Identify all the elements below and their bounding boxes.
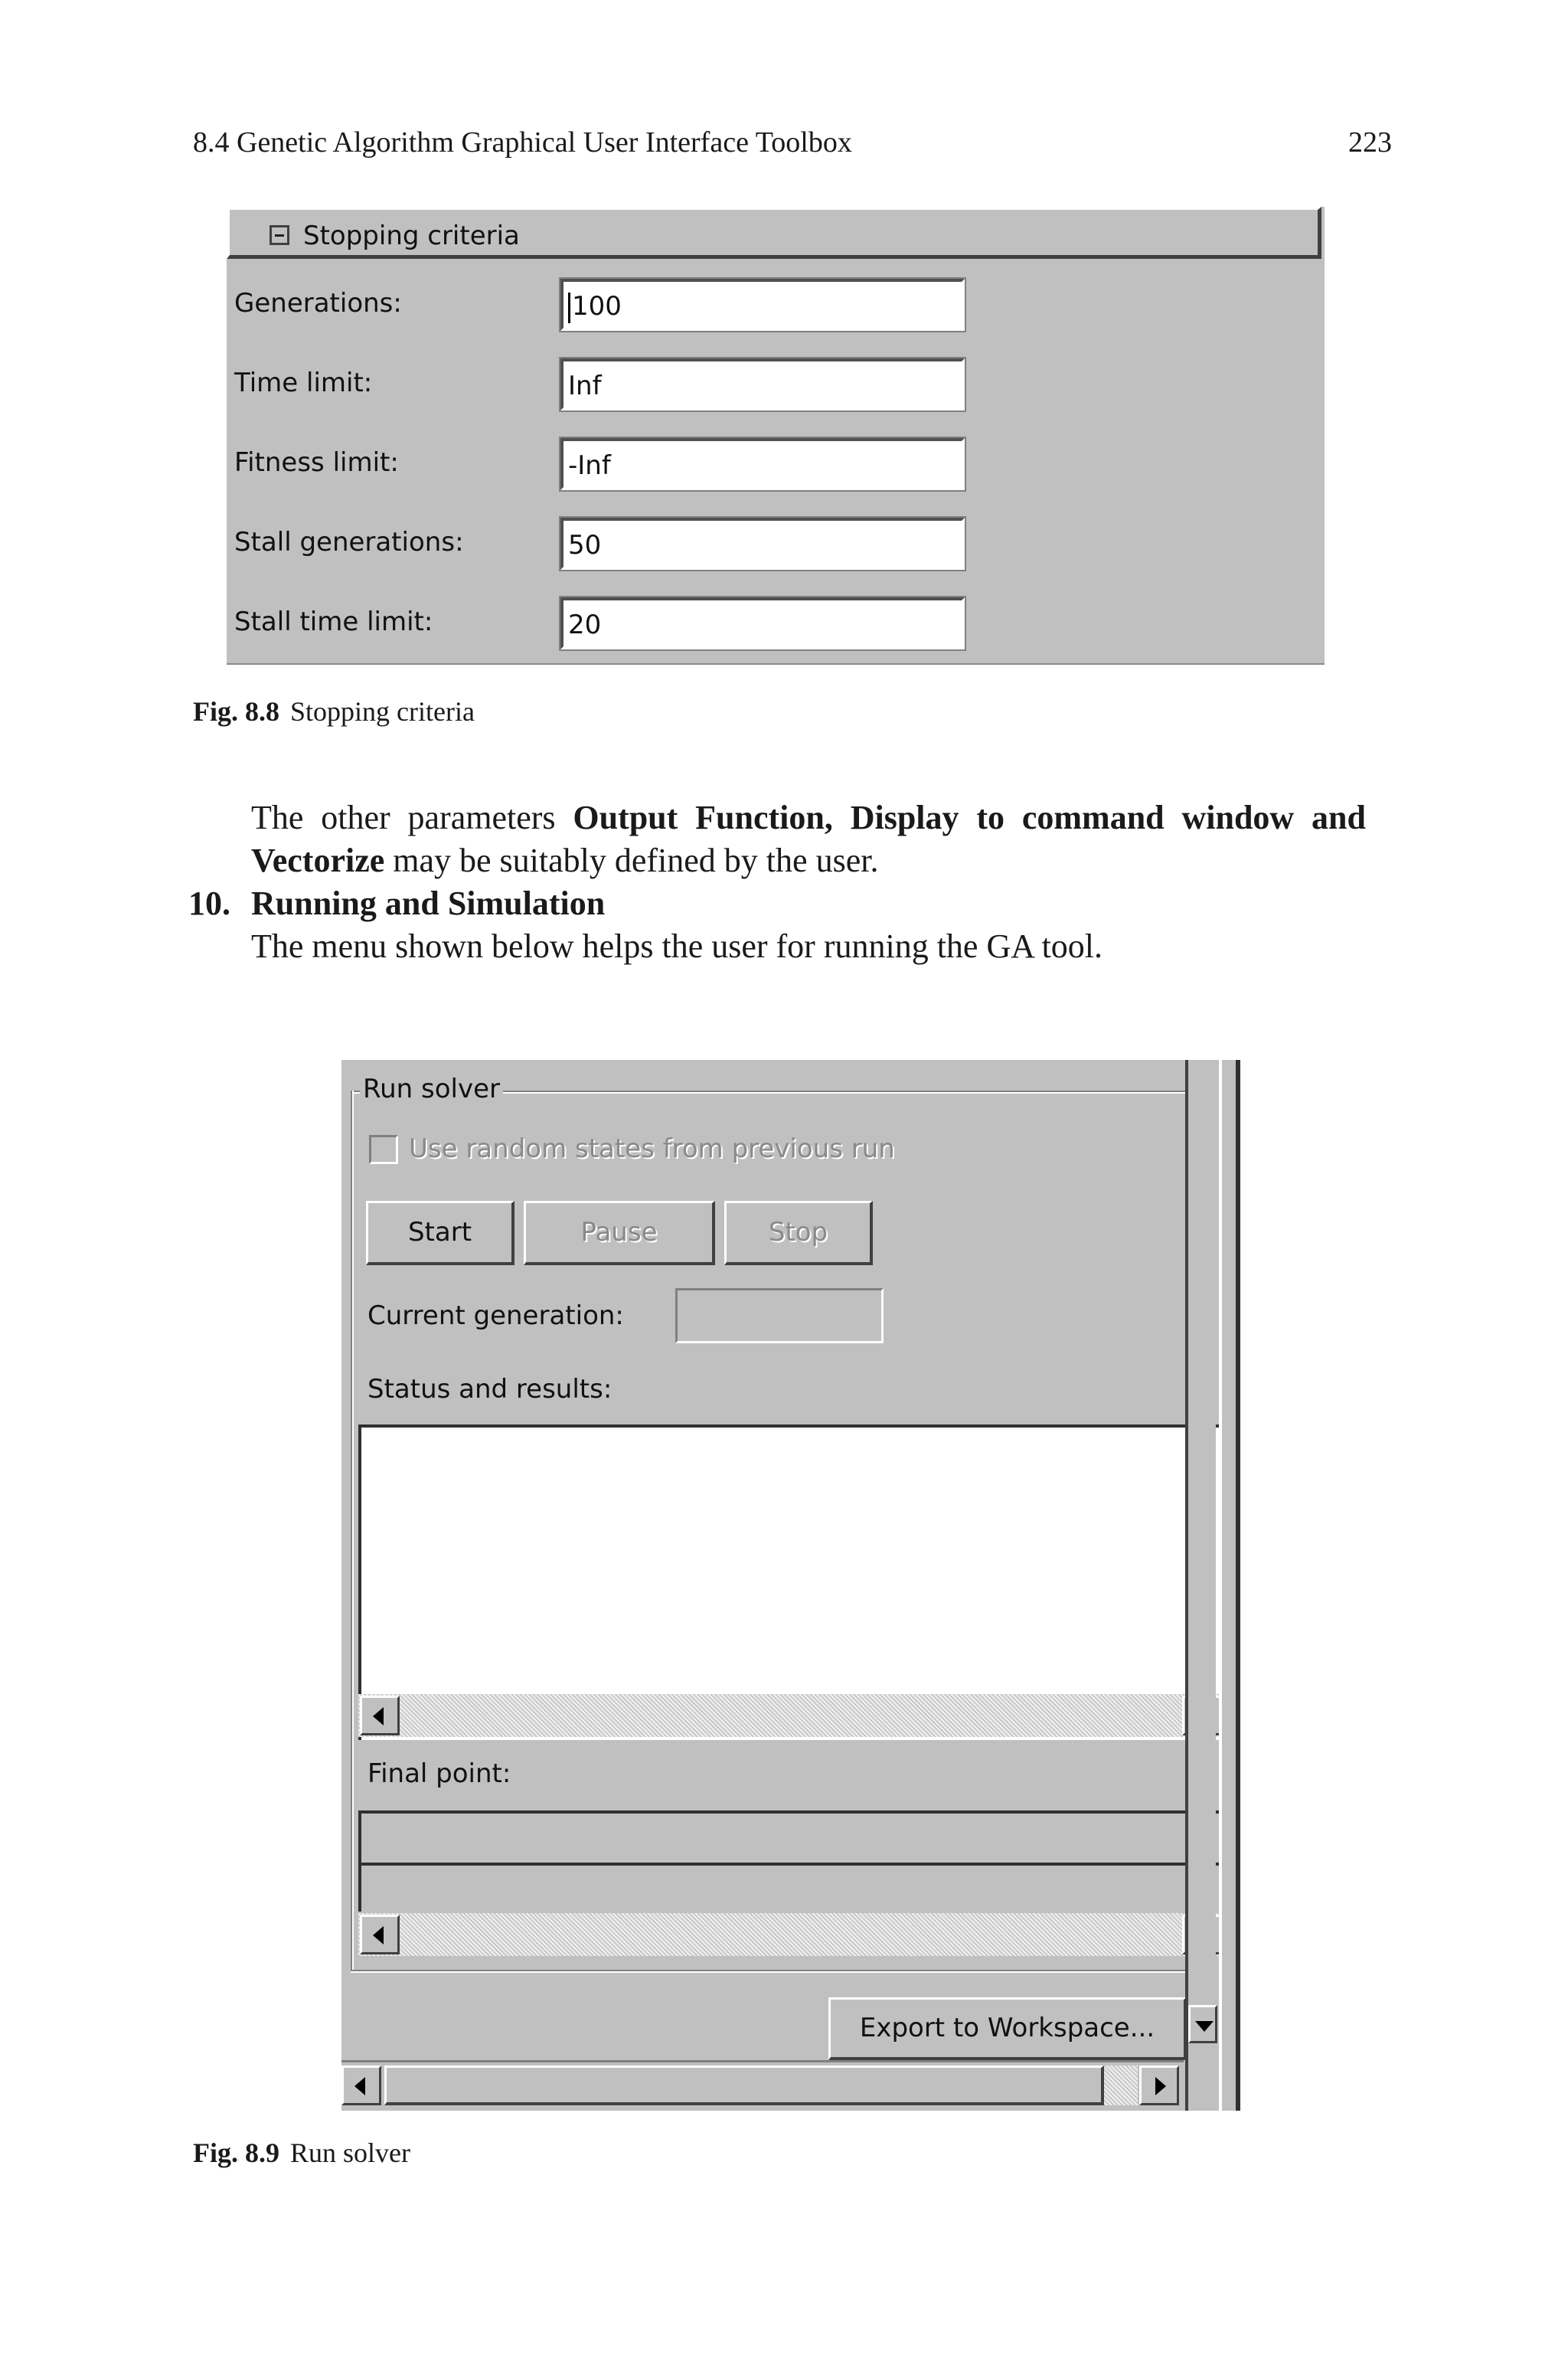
list-item-text: The menu shown below helps the user for running the GA tool. xyxy=(251,927,1103,965)
fitness-limit-label: Fitness limit: xyxy=(234,447,399,478)
scroll-down-button[interactable] xyxy=(1188,2005,1217,2043)
final-point-area xyxy=(358,1866,1223,1912)
random-states-label: Use random states from previous run xyxy=(409,1133,895,1164)
results-horizontal-scrollbar[interactable] xyxy=(358,1694,1223,1737)
scrollbar-thumb[interactable] xyxy=(384,2065,1104,2105)
pause-button[interactable]: Pause xyxy=(524,1201,715,1265)
fig-8-8-caption-text: Stopping criteria xyxy=(290,696,475,727)
paragraph-suffix: may be suitably defined by the user. xyxy=(384,842,879,879)
stop-button[interactable]: Stop xyxy=(724,1201,873,1265)
fig-8-8-caption xyxy=(193,695,475,728)
time-limit-field[interactable]: Inf xyxy=(560,358,965,410)
group-border-bottom xyxy=(351,1970,1210,1973)
stall-generations-label: Stall generations: xyxy=(234,527,464,558)
run-solver-panel xyxy=(341,1060,1240,2111)
current-generation-label: Current generation: xyxy=(368,1300,624,1331)
arrow-down-icon xyxy=(1195,2021,1214,2032)
status-results-text xyxy=(361,1428,1223,1440)
random-states-checkbox[interactable] xyxy=(369,1135,398,1164)
scroll-left-button[interactable] xyxy=(360,1696,400,1735)
fig-8-8-caption-label: Fig. 8.8 xyxy=(193,696,279,727)
stopping-criteria-header[interactable] xyxy=(227,207,1321,259)
arrow-left-icon xyxy=(354,2077,365,2095)
body-paragraph xyxy=(251,796,1366,882)
panel-right-edge xyxy=(1219,1060,1240,2111)
scroll-left-button[interactable] xyxy=(341,2065,381,2105)
stopping-criteria-panel xyxy=(227,207,1325,665)
stall-time-limit-field[interactable]: 20 xyxy=(560,597,965,649)
vertical-scrollbar[interactable] xyxy=(1185,1060,1216,2111)
status-results-box[interactable] xyxy=(358,1424,1223,1740)
list-item-number: 10. xyxy=(188,885,230,922)
fig-8-9-caption-label: Fig. 8.9 xyxy=(193,2137,279,2168)
export-to-workspace-button[interactable]: Export to Workspace... xyxy=(828,1997,1187,2060)
stall-time-limit-label: Stall time limit: xyxy=(234,607,433,637)
paragraph-prefix: The other parameters xyxy=(251,799,573,836)
bottom-horizontal-scrollbar[interactable] xyxy=(341,2060,1184,2108)
start-button[interactable]: Start xyxy=(366,1201,514,1265)
current-generation-field xyxy=(675,1288,884,1343)
run-solver-title: Run solver xyxy=(360,1074,503,1104)
time-limit-label: Time limit: xyxy=(234,368,373,398)
stall-generations-field[interactable]: 50 xyxy=(560,518,965,570)
stopping-criteria-title: Stopping criteria xyxy=(303,221,520,251)
paragraph-bold-terms: Output Function, Display to command window and Vectorize xyxy=(251,799,1366,879)
text-cursor xyxy=(568,293,570,323)
final-point-horizontal-scrollbar[interactable] xyxy=(358,1913,1223,1956)
scroll-right-button[interactable] xyxy=(1139,2065,1179,2105)
running-header-title: 8.4 Genetic Algorithm Graphical User Interface Toolbox xyxy=(193,126,852,159)
fitness-limit-field[interactable]: -Inf xyxy=(560,438,965,490)
generations-field[interactable]: 100 xyxy=(560,279,965,331)
arrow-left-icon xyxy=(373,1707,384,1725)
fig-8-9-caption-text: Run solver xyxy=(290,2137,410,2168)
scroll-left-button[interactable] xyxy=(360,1915,400,1954)
panel-bottom-border xyxy=(227,663,1325,665)
generations-label: Generations: xyxy=(234,288,402,319)
scrollbar-track-remainder[interactable] xyxy=(1104,2065,1138,2105)
group-border-left xyxy=(351,1091,354,1971)
fig-8-9-caption xyxy=(193,2137,410,2169)
collapse-minus-icon[interactable] xyxy=(270,225,289,245)
arrow-left-icon xyxy=(373,1926,384,1944)
arrow-right-icon xyxy=(1155,2077,1166,2095)
final-point-field[interactable] xyxy=(358,1810,1223,1866)
list-item-heading: Running and Simulation xyxy=(251,885,606,922)
page-number: 223 xyxy=(1348,126,1392,159)
final-point-label: Final point: xyxy=(368,1758,511,1789)
status-results-label: Status and results: xyxy=(368,1374,612,1405)
